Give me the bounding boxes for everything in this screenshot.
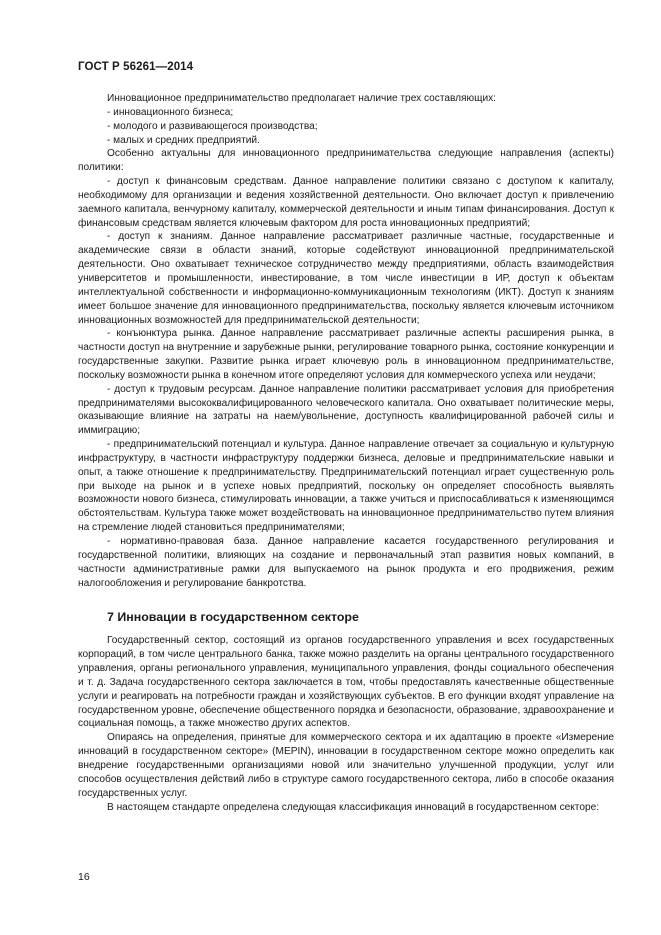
standard-code: ГОСТ Р 56261—2014 <box>78 61 194 73</box>
direction-item-finance: - доступ к финансовым средствам. Данное направление политики связано с доступом к капиталу, необходимому для организации и ведения хозяйственной деятельности. Оно включает доступ к привлечению заемного капитала, венчурному капиталу, коммерческой деятельности и иным типам финансирования. Доступ к финансовым средствам является ключевым фактором для роста инновационных предприятий; <box>78 176 614 229</box>
document-body <box>78 92 614 814</box>
directions-paragraph: Особенно актуальны для инновационного предпринимательства следующие направления (аспекты) политики: <box>78 148 614 174</box>
intro-list-item: - малых и средних предприятий. <box>107 134 260 146</box>
direction-item-knowledge: - доступ к знаниям. Данное направление рассматривает различные частные, государственные и академические связи в области знаний, которые содействуют инновационной предпринимательской деятельности. Оно охватывает техническое сотрудничество между предприятиями, область взаимодействия университетов и промышленности, инвестирование, в том числе инвестиции в ИР, доступ к объектам интеллектуальной собственности и информационно-коммуникационным технологиям (ИКТ). Доступ к знаниям имеет большое значение для инновационного предпринимательства, поскольку является ключевым источником инновационных возможностей для предпринимательской деятельности; <box>78 231 614 326</box>
section-paragraph: Опираясь на определения, принятые для коммерческого сектора и их адаптацию в проекте «Измерение инноваций в государственном секторе» (MEPIN), инновации в государственном секторе можно определить как внедрение государственными организациями новой или значительно улучшенной продукции, услуг или способов осуществления действий либо в структуре самого государственного сектора, либо в способе оказания государственных услуг. <box>78 732 614 799</box>
intro-list-item: - инновационного бизнеса; <box>107 106 234 118</box>
section-paragraph: Государственный сектор, состоящий из органов государственного управления и всех государственных корпораций, в том числе центрального банка, также можно разделить на органы центрального государственного управления, органы регионального управления, муниципального управления, фонды социального обеспечения и т. д. Задача государственного сектора заключается в том, чтобы предоставлять качественные общественные услуги и реагировать на потребности граждан и хозяйствующих субъектов. В его функции входят управление на государственном уровне, обеспечение общественного порядка и безопасности, образование, здравоохранение и социальная помощь, а также множество других аспектов. <box>78 635 614 730</box>
direction-item-market: - конъюнктура рынка. Данное направление рассматривает различные аспекты расширения рынка, в частности доступ на внутренние и зарубежные рынки, регулирование товарного рынка, состояние конкуренции и государственные закупки. Развитие рынка играет ключевую роль в инновационном предпринимательстве, поскольку возможности рынка в конечном итоге определяют условия для коммерческого успеха или неудачи; <box>78 328 614 381</box>
page-number: 16 <box>78 871 90 883</box>
intro-list-item: - молодого и развивающегося производства; <box>107 120 318 132</box>
direction-item-culture: - предпринимательский потенциал и культура. Данное направление отвечает за социальную и культурную инфраструктуру, в частности инфраструктуру поддержки бизнеса, деловые и предпринимательские навыки и опыт, а также отношение к предпринимательству. Предпринимательский потенциал играет существенную роль при выходе на рынок и в успехе новых предприятий, поскольку он определяет способность выявлять возможности нового бизнеса, стимулировать инновации, а также учиться и приспосабливаться к изменяющимся обстоятельствам. Культура также может воздействовать на инновационное предпринимательство путем влияния на стремление людей становиться предпринимателями; <box>78 439 614 534</box>
intro-paragraph: Инновационное предпринимательство предполагает наличие трех составляющих: <box>107 93 496 104</box>
section-paragraph: В настоящем стандарте определена следующая классификация инноваций в государственном секторе: <box>107 801 600 813</box>
section-heading: 7 Инновации в государственном секторе <box>107 610 359 625</box>
direction-item-labor: - доступ к трудовым ресурсам. Данное направление политики рассматривает условия для приобретения предпринимателями высококвалифицированного человеческого капитала. Оно охватывает политические меры, оказывающие влияние на затраты на наем/увольнение, доступность квалифицированной рабочей силы и иммиграцию; <box>78 383 614 437</box>
direction-item-regulation: - нормативно-правовая база. Данное направление касается государственного регулирования и государственной политики, влияющих на создание и первоначальный этап развития новых компаний, в частности административные рамки для выпускаемого на рынок продукта и его продвижения, режим налогообложения и регулирование банкротства. <box>78 536 614 589</box>
